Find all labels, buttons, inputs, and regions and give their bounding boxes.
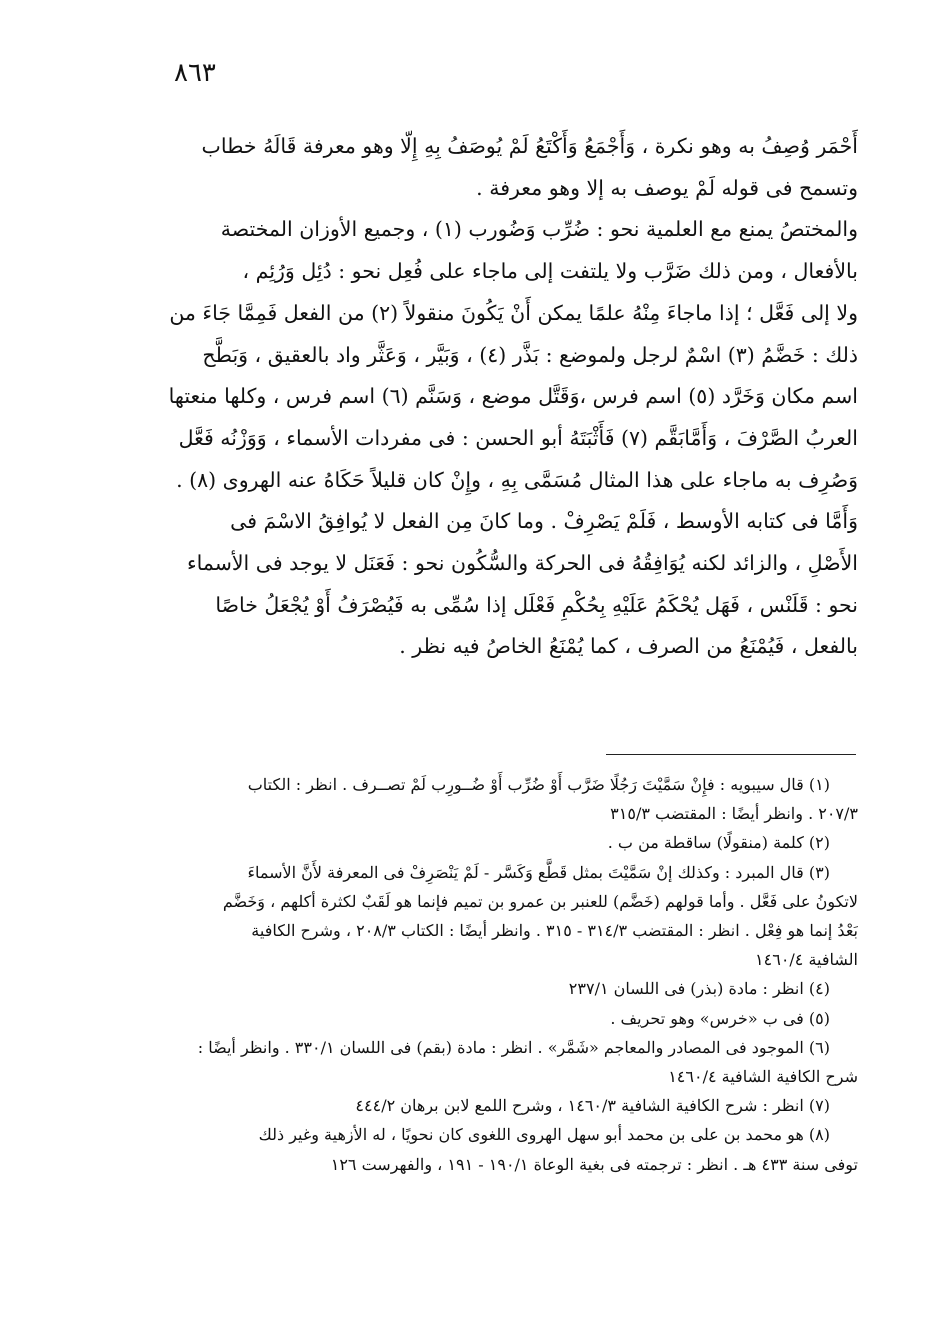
footnote-3 (140, 858, 858, 975)
footnote-line: (٤) انظر : مادة (بذر) فى اللسان ٢٣٧/١ (568, 979, 830, 999)
footnote-line: ٢٠٧/٣ . وانظر أيضًا : المقتضب ٣١٥/٣ (610, 804, 858, 824)
footnote-line: لاتكونُ على فَعَّل . وأما قولهم (خَضَّم) للعنبر بن عمرو بن تميم فإنما هو لَقَبٌ لكثرة أكلهم ، وَخَضَّم (222, 891, 858, 911)
text-line: العربُ الصَّرْفَ ، وَأَمَّابَقَّم (٧) فَأَثْبَتَهُ أبو الحسن : فى مفردات الأسماء ، وَوَزْنُه فَعَّل (178, 425, 858, 450)
text-line: اسم مكان وَخَرَّد (٥) اسم فرس ،وَقَتَّل موضع ، وَسَنَّم (٦) اسم فرس ، وكلها منعتها (168, 384, 858, 409)
text-line: الأَصْلِ ، والزائد لكنه يُوَافِقُهُ فى الحركة والسُّكُون نحو : فَعَنَل لا يوجد فى الأسماء (186, 551, 858, 576)
footnote-line: (٢) كلمة (منقولًا) ساقطة من ب . (607, 833, 830, 853)
footnote-line: بَعْدُ إنما هو فِعْل . انظر : المقتضب ٣١٤/٣ - ٣١٥ . وانظر أيضًا : الكتاب ٢٠٨/٣ ، وشرح الكافية (251, 921, 858, 941)
footnote-4 (140, 974, 858, 1003)
footnote-line: (١) قال سيبويه : فإِنْ سَمَّيْتَ رَجُلًا ضَرَّب أَوْ ضُرِّب أَوْ ضُــورِب لَمْ تصــرف . انظر : الكتاب (247, 775, 830, 794)
footnote-line: (٦) الموجود فى المصادر والمعاجم «شَمَّر» . انظر : مادة (بقم) فى اللسان ٣٣٠/١ . وانظر أيضًا : (197, 1037, 830, 1057)
footnote-5 (140, 1004, 858, 1033)
footnote-1 (140, 770, 858, 828)
footnote-6 (140, 1033, 858, 1091)
text-line: وتسمح فى قوله لَمْ يوصف به إلا وهو معرفة . (476, 175, 858, 200)
footnote-line: (٧) انظر : شرح الكافية الشافية ١٤٦٠/٣ ، وشرح اللمع لابن برهان ٤٤٤/٢ (355, 1096, 830, 1116)
main-text-body (142, 126, 858, 668)
footnote-2 (140, 828, 858, 857)
footnote-line: (٨) هو محمد بن على بن محمد أبو سهل الهروى اللغوى كان نحويًا ، له الأزهية وغير ذلك (258, 1125, 830, 1145)
footnote-line: (٥) فى ب «خرس» وهو تحريف . (610, 1008, 830, 1028)
footnotes-section (140, 770, 858, 1179)
footnote-separator (606, 754, 856, 755)
footnote-7 (140, 1091, 858, 1120)
text-line: وَأَمَّا فى كتابه الأوسط ، فَلَمْ يَصْرِفْ . وما كانَ مِن الفعل لا يُوافِقُ الاسْمَ فى (230, 509, 858, 534)
text-line: أَحْمَر وُصِفُ به وهو نكرة ، وَأَجْمَعُ وَأَكْتَعُ لَمْ يُوصَفُ بِهِ إِلّا وهو معرفة قَالَهُ خطاب (201, 134, 858, 158)
footnote-line: توفى سنة ٤٣٣ هـ . انظر : ترجمته فى بغية الوعاة ١٩٠/١ - ١٩١ ، والفهرست ١٢٦ (330, 1154, 858, 1174)
footnote-8 (140, 1120, 858, 1178)
footnote-line: الشافية ١٤٦٠/٤ (755, 950, 858, 970)
text-line: نحو : قَلَنْس ، فَهَل يُحْكَمُ عَلَيْهِ بِحُكْمِ فَعْلَل إذا سُمِّى به فَيُصْرَفُ أَوْ يُجْعَلُ خاصًا (215, 592, 858, 617)
footnote-line: (٣) قال المبرد : وكذلك إنْ سَمَّيْتَ بمثل قَطَّع وَكَسَّر - لَمْ يَنْصَرِفْ فى المعرفة لأَنَّ الأسماءَ (247, 862, 830, 882)
text-line: بالفعل ، فَيُمْنَعُ من الصرف ، كما يُمْنَعُ الخاصُ فيه نظر . (399, 634, 858, 659)
page-number: ٨٦٣ (174, 58, 216, 88)
text-line: ولا إلى فَعَّل ؛ إذا ماجاءَ مِنْهُ علمًا يمكن أَنْ يَكُونَ منقولاً (٢) من الفعل فَمِمَّا جَاءَ من (169, 300, 858, 325)
text-line: والمختصُ يمنع مع العلمية نحو : ضُرِّب وَضُورب (١) ، وجميع الأوزان المختصة (220, 217, 858, 242)
text-line: بالأفعال ، ومن ذلك ضَرَّب ولا يلتفت إلى ماجاء على فُعِل نحو : دُئِل وَرُئِم ، (242, 259, 858, 284)
text-line: وَصُرِف به ماجاء على هذا المثال مُسَمَّى بِهِ ، وإِنْ كان قليلاً حَكَاهُ عنه الهروى (٨) . (176, 467, 858, 492)
text-line: ذلك : خَضَّمُ (٣) اسْمٌ لرجل ولموضع : بَذَّر (٤) ، وَبَيَّر ، وَعَثَّر واد بالعقيق ، وَبَطَّح (202, 342, 858, 367)
footnote-line: شرح الكافية الشافية ١٤٦٠/٤ (668, 1067, 858, 1087)
